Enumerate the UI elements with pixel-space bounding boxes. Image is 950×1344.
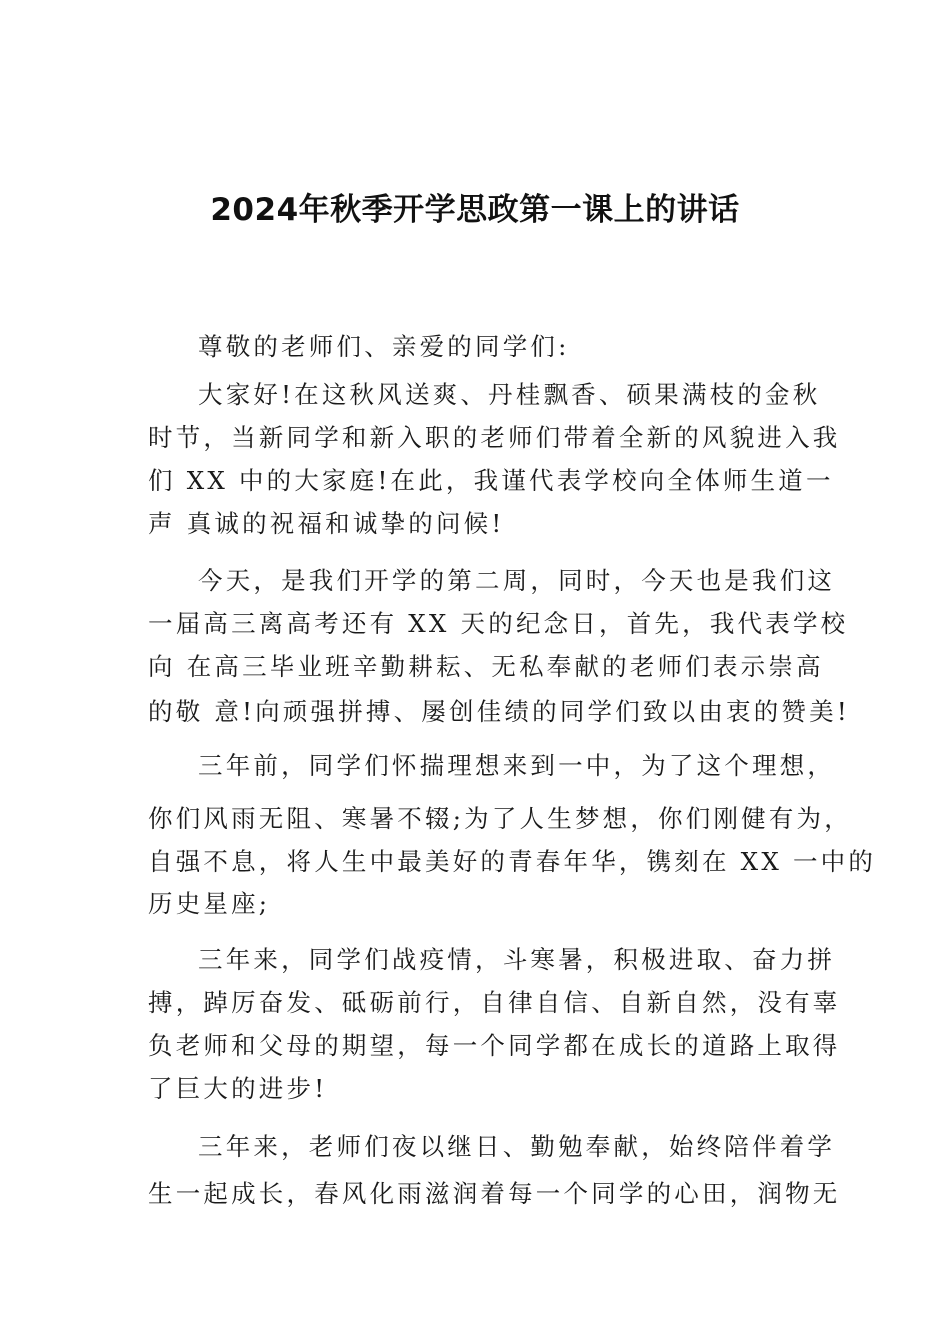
- paragraph-line: 三年来，同学们战疫情，斗寒暑，积极进取、奋力拼: [198, 945, 836, 974]
- paragraph-line: 大家好!在这秋风送爽、丹桂飘香、硕果满枝的金秋: [198, 380, 821, 409]
- paragraph-line: 三年来，老师们夜以继日、勤勉奉献，始终陪伴着学: [198, 1132, 836, 1161]
- salutation-line: 尊敬的老师们、亲爱的同学们:: [198, 332, 570, 361]
- paragraph-line: 自强不息，将人生中最美好的青春年华，镌刻在 XX 一中的: [148, 847, 877, 876]
- paragraph-line: 向 在高三毕业班辛勤耕耘、无私奉献的老师们表示崇高: [148, 652, 824, 681]
- paragraph-line: 负老师和父母的期望，每一个同学都在成长的道路上取得: [148, 1031, 841, 1060]
- paragraph-line: 搏，踔厉奋发、砥砺前行，自律自信、自新自然，没有辜: [148, 988, 841, 1017]
- paragraph-line: 生一起成长，春风化雨滋润着每一个同学的心田，润物无: [148, 1179, 841, 1208]
- paragraph-line: 时节，当新同学和新入职的老师们带着全新的风貌进入我: [148, 423, 841, 452]
- paragraph-line: 的敬 意!向顽强拼搏、屡创佳绩的同学们致以由衷的赞美!: [148, 697, 850, 726]
- paragraph-line: 历史星座;: [148, 889, 271, 918]
- document-title: 2024年秋季开学思政第一课上的讲话: [210, 192, 740, 228]
- paragraph-line: 一届高三离高考还有 XX 天的纪念日，首先，我代表学校: [148, 609, 849, 638]
- paragraph-line: 今天，是我们开学的第二周，同时，今天也是我们这: [198, 566, 836, 595]
- paragraph-line: 你们风雨无阻、寒暑不辍;为了人生梦想，你们刚健有为，: [148, 804, 852, 833]
- paragraph-line: 了巨大的进步!: [148, 1074, 328, 1103]
- paragraph-line: 们 XX 中的大家庭!在此，我谨代表学校向全体师生道一: [148, 466, 834, 495]
- paragraph-line: 三年前，同学们怀揣理想来到一中，为了这个理想，: [198, 751, 836, 780]
- paragraph-line: 声 真诚的祝福和诚挚的问候!: [148, 509, 505, 538]
